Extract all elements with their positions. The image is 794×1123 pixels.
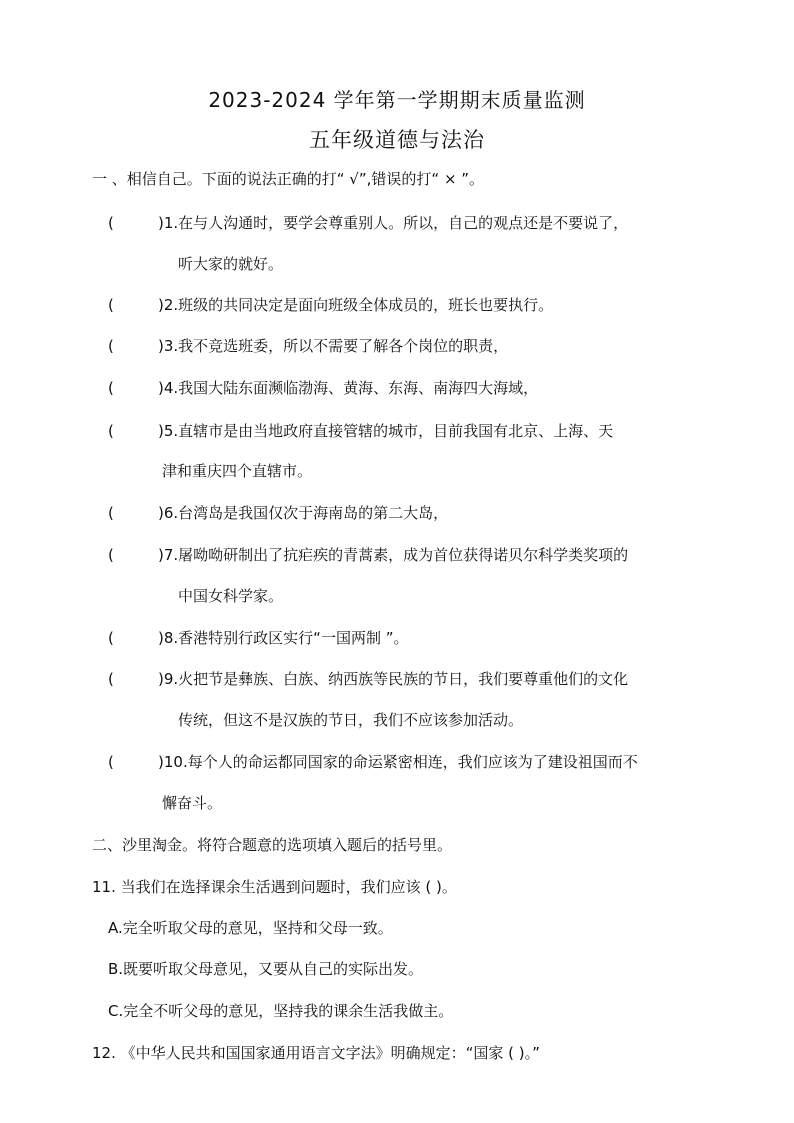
question-11-option-c: C.完全不听父母的意见，坚持我的课余生活我做主。 — [108, 1002, 454, 1020]
item-text: 香港特别行政区实行“一国两制 ”。 — [178, 629, 409, 647]
question-11-option-a: A.完全听取父母的意见，坚持和父母一致。 — [108, 919, 393, 937]
item-9 — [158, 668, 628, 690]
item-text: 火把节是彝族、白族、纳西族等民族的节日，我们要尊重他们的文化 — [178, 670, 629, 688]
item-text: 我不竞选班委，所以不需要了解各个岗位的职责， — [178, 337, 509, 355]
item-10 — [158, 751, 638, 773]
item-number: )9. — [158, 670, 179, 688]
answer-blank-1[interactable]: ( — [108, 214, 114, 232]
item-3 — [158, 335, 508, 357]
item-number: )1. — [158, 214, 179, 232]
section2-heading: 二、沙里淘金。将符合题意的选项填入题后的括号里。 — [92, 836, 453, 854]
exam-title: 2023-2024 学年第一学期期末质量监测 — [208, 88, 586, 112]
item-text: 每个人的命运都同国家的命运紧密相连，我们应该为了建设祖国而不 — [187, 753, 638, 771]
item-4 — [158, 377, 538, 399]
question-12-stem: 12. 《中华人民共和国国家通用语言文字法》明确规定：“国家 ( )。” — [92, 1044, 540, 1062]
answer-blank-7[interactable]: ( — [108, 546, 114, 564]
answer-blank-6[interactable]: ( — [108, 504, 114, 522]
item-5 — [158, 420, 613, 442]
item-text: 直辖市是由当地政府直接管辖的城市，目前我国有北京、上海、天 — [178, 422, 614, 440]
answer-blank-4[interactable]: ( — [108, 379, 114, 397]
question-11-stem: 11. 当我们在选择课余生活遇到问题时，我们应该 ( )。 — [92, 878, 457, 896]
answer-blank-3[interactable]: ( — [108, 337, 114, 355]
item-5-continued: 津和重庆四个直辖市。 — [162, 462, 313, 480]
item-text: 屠呦呦研制出了抗疟疾的青蒿素，成为首位获得诺贝尔科学类奖项的 — [178, 546, 629, 564]
item-1-continued: 听大家的就好。 — [178, 255, 284, 273]
item-6 — [158, 502, 448, 524]
answer-blank-2[interactable]: ( — [108, 296, 114, 314]
exam-subtitle: 五年级道德与法治 — [309, 128, 485, 152]
item-text: 班级的共同决定是面向班级全体成员的，班长也要执行。 — [178, 296, 554, 314]
item-7 — [158, 544, 628, 566]
section1-heading: 一 、相信自己。下面的说法正确的打“ √”,错误的打“ × ”。 — [92, 170, 485, 188]
item-number: )10. — [158, 753, 188, 771]
answer-blank-9[interactable]: ( — [108, 670, 114, 688]
item-number: )5. — [158, 422, 179, 440]
item-2 — [158, 294, 553, 316]
item-number: )8. — [158, 629, 179, 647]
item-text: 我国大陆东面濒临渤海、黄海、东海、南海四大海域， — [178, 379, 539, 397]
item-number: )7. — [158, 546, 179, 564]
item-number: )3. — [158, 337, 179, 355]
item-number: )6. — [158, 504, 179, 522]
answer-blank-10[interactable]: ( — [108, 753, 114, 771]
item-7-continued: 中国女科学家。 — [178, 587, 284, 605]
item-number: )2. — [158, 296, 179, 314]
question-11-option-b: B.既要听取父母意见，又要从自己的实际出发。 — [108, 960, 424, 978]
item-9-continued: 传统，但这不是汉族的节日，我们不应该参加活动。 — [178, 711, 524, 729]
item-1 — [158, 212, 628, 234]
item-number: )4. — [158, 379, 179, 397]
answer-blank-8[interactable]: ( — [108, 629, 114, 647]
item-text: 在与人沟通时，要学会尊重别人。所以，自己的观点还是不要说了， — [178, 214, 629, 232]
item-10-continued: 懈奋斗。 — [162, 794, 223, 812]
item-text: 台湾岛是我国仅次于海南岛的第二大岛， — [178, 504, 449, 522]
answer-blank-5[interactable]: ( — [108, 422, 114, 440]
item-8 — [158, 627, 408, 649]
